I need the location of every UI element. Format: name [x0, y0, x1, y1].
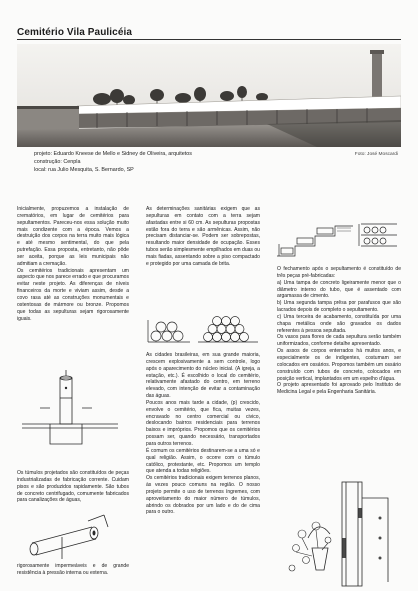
terrain-section-diagram: [275, 206, 401, 262]
column-3: [277, 266, 401, 396]
column-2-bottom: [146, 352, 260, 516]
paragraph: As determinações sanitárias exigem que as sepulturas em contato com a terra sejam afastadas entre si 60 cm. As sepulturas propostas estão fora do terra e são armênicas. Assim, não precisam distanciar-se. Podem ser sobrepostas, resultando maior densidade de ocupação. Esses tubos serão simplesmente empilhados em duas ou mais fiadas, assentando sobre a piso compactado e protegido por uma camada de brita.: [146, 206, 260, 267]
credit-project: projeto: Eduardo Kneese de Mello e Sidney de Oliveira, arquitetos: [34, 151, 192, 157]
paragraph: É comum os cemitérios destinarem-se a uma só e qual religião. Assim, o ocorre com o túmulo católico, protestante, etc. Propomos um templo que atenda a todas religiões.: [146, 447, 260, 475]
flower-vase-detail: [278, 478, 402, 588]
paragraph: Os cemitérios tradicionais exigem terrenos planos, às vezes pouco comuns na região. O nosso projeto permite o uso de terrenos íngremes, com aproveitamento do maior número de túmulos, abrindo os dobrados por um lado e do de cima para o outro.: [146, 475, 260, 516]
paragraph: rigorosamente impermeáveis e de grande resistência à pressão interna ou externa.: [17, 563, 129, 576]
paragraph: Os vasos para flores de cada sepultura serão também uniformizados, conforme detalhe apresentado.: [277, 334, 401, 348]
ossuary-sketch: [20, 368, 120, 460]
paragraph: O projeto apresentado foi aprovado pelo Instituto de Medicina Legal e pela Engenharia Sanitária.: [277, 382, 401, 396]
column-1-top: [17, 206, 129, 322]
credit-location: local: rua Julio Mesquita, S. Bernardo, SP: [34, 166, 134, 173]
stacking-diagram: [146, 312, 260, 348]
paragraph: As cidades brasileiras, em sua grande maioria, crescem explosivamente a sem controle, logo após o aparecimento do núcleo inicial. (A igreja, a estação, etc.). É escolhido o local do cemitério, relativamente afastado do centro, em terreno elevado, com intenção de evitar a contaminação das águas.: [146, 352, 260, 400]
paragraph: Poucos anos mais tarde a cidade, (p) crescido, envolve o cemitério, que fica, muitas vezes, encravado no centro comercial ou civico, deslocando bairros residenciais para terrenos baixos e impróprios. Propomos que os cemitérios possam ser, quando necessário, transportados para outros terrenos.: [146, 399, 260, 447]
paragraph: Os assos de corpos enterrados há muitos anos, e especialmente os de indigentes, costumam ser colocados em ossários. Propomos também um ossário construído com tubos de concreto, colocados em posição vertical, implantados em um espelho d'água.: [277, 348, 401, 382]
cemetery-photo: [17, 44, 401, 147]
column-2-top: [146, 206, 260, 268]
paragraph: Os túmulos projetados são constituídos de peças industrializadas de fabricação corrente. Cuidam pisos e são produzidos rapidamente. São tubos de concreto centrifugado, comumente fabricados para canalizações de águas,: [17, 470, 129, 504]
paragraph: Inicialmente, propuzemos a instalação de crematórios, em lugar de cemitérios para sepultamentos. Pareceu-nos essa solução muito mais condizente com a época. Vemos a destruição dos corpos na terra muito mais lógica e até mesmo sentimental, do que pela putrefação. Essa proposta, entretanto, não pôde ser aceita, porque as leis municipais não admitiam a cremação.: [17, 206, 129, 267]
paragraph: O fechamento após o sepultamento é constituído de três peças pré-fabricadas:: [277, 266, 401, 279]
column-1-middle: [17, 470, 129, 504]
list-item-a: a) Uma tampa de concreto ligeiramente menor que o diâmetro interno do tubo, que é assentado com argamassa de cimento.: [277, 279, 401, 300]
paragraph: Os cemitérios tradicionais apresentam um aspecto que nos parece errado e que procuramos evitar neste projeto. As diferenças de níveis financeiros da morte e viviam assim, desde a covo rasa até as construções monumentais e ostentosas de mármore ou bronze. Propomos que todas as sepulturas sejam rigorosamente iguais.: [17, 267, 129, 322]
credit-construction: construção: Cenpla: [34, 158, 81, 165]
project-credits: [34, 151, 334, 174]
list-item-b: b) Uma segunda tampa prêsa por parafusos que são lacrados depois de completo o sepultamento.: [277, 300, 401, 314]
list-item-c: c) Uma terceira de acabamento, constituída por uma chapa metálica onde são gravados os dados referentes à pessoa sepultada.: [277, 313, 401, 334]
column-1-bottom: [17, 563, 129, 577]
tube-sketch: [22, 513, 117, 561]
title-rule: [17, 39, 401, 40]
article-title: Cemitério Vila Paulicéia: [17, 27, 133, 38]
photo-credit: Foto: José Moscardi: [354, 152, 398, 157]
